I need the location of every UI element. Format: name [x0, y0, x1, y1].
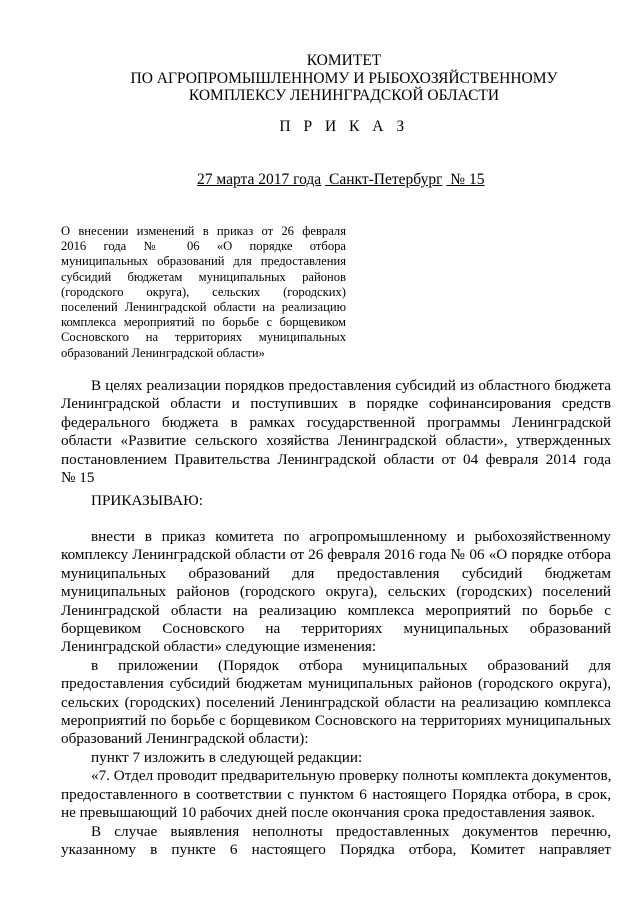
decree-line: внести в приказ комитета по агропромышленному и рыбохозяйственному — [91, 528, 611, 545]
decree-line: указанному в пункте 6 настоящего Порядка отбора, Комитет направляет — [61, 840, 611, 858]
subject-line: Сосновского на территориях муниципальных — [61, 330, 346, 345]
subject-line: образований Ленинградской области» — [61, 345, 265, 360]
subject-line: комплекса мероприятий по борьбе с борщевиком — [61, 315, 346, 330]
decree-line: муниципальных районов (городского округа), сельских (городских) поселений — [61, 583, 611, 601]
decree-line: «7. Отдел проводит предварительную проверку полноты комплекта документов, — [91, 767, 612, 785]
decree-line: мероприятий по борьбе с борщевиком Сосновского на территориях муниципальных — [61, 712, 611, 730]
subject-line: О внесении изменений в приказ от 26 февраля — [61, 224, 346, 238]
decree-line: в приложении (Порядок отбора муниципальных образований для — [91, 656, 611, 674]
order-title: П Р И К А З — [279, 118, 409, 135]
preamble-line: В целях реализации порядков предоставления субсидий из областного бюджета — [91, 377, 611, 394]
preamble-line: федерального бюджета в рамках государственной программы Ленинградской — [61, 413, 611, 431]
header-line-1: КОМИТЕТ — [306, 52, 382, 69]
preamble-line: № 15 — [61, 469, 95, 487]
preamble-line: постановлением Правительства Ленинградской области от 04 февраля 2014 года — [61, 450, 611, 468]
order-dateline — [197, 171, 488, 189]
decree-line: муниципальных образований для предоставления субсидий бюджетам — [61, 564, 611, 582]
prikazyvayu-heading: ПРИКАЗЫВАЮ: — [91, 492, 203, 509]
decree-line: предоставления субсидий бюджетам муниципальных районов (городского округа), — [61, 675, 611, 693]
decree-line: Ленинградской области» следующие изменения: — [61, 638, 377, 656]
preamble-line: Ленинградской области и поступивших в порядке софинансирования средств — [61, 395, 611, 413]
decree-line: предоставленного в соответствии с пунктом 6 настоящего Порядка отбора, в срок, — [61, 785, 611, 803]
decree-line: пункт 7 изложить в следующей редакции: — [91, 748, 363, 766]
header-line-3: КОМПЛЕКСУ ЛЕНИНГРАДСКОЙ ОБЛАСТИ — [188, 87, 500, 104]
header-line-2: ПО АГРОПРОМЫШЛЕННОМУ И РЫБОХОЗЯЙСТВЕННОМУ — [130, 69, 558, 87]
committee-header — [0, 52, 640, 105]
decree-line: сельских (городских) поселений Ленинградской области на реализацию комплекса — [61, 693, 611, 711]
decree-line: не превышающий 10 рабочих дней после окончания срока предоставления заявок. — [61, 804, 596, 822]
subject-line: субсидий бюджетам муниципальных районов — [61, 269, 346, 284]
subject-line: (городского округа), сельских (городских) — [61, 284, 346, 299]
subject-line: 2016 года № 06 «О порядке отбора — [61, 239, 346, 254]
decree-line: комплексу Ленинградской области от 26 февраля 2016 года № 06 «О порядке отбора — [61, 546, 611, 564]
decree-line: Ленинградской области на реализацию комплекса мероприятий по борьбе с — [61, 601, 611, 619]
preamble-paragraph — [61, 377, 611, 487]
decree-line: В случае выявления неполноты предоставленных документов перечню, — [91, 822, 611, 840]
subject-line: муниципальных образований для предоставления — [61, 254, 346, 269]
order-city: Санкт-Петербург — [329, 171, 443, 188]
decree-line: борщевиком Сосновского на территориях муниципальных образований — [61, 620, 611, 638]
order-subject — [61, 224, 346, 361]
preamble-line: области «Развитие сельского хозяйства Ленинградской области», утвержденных — [61, 432, 611, 450]
decree-line: образований Ленинградской области): — [61, 730, 309, 748]
order-number: № 15 — [450, 171, 485, 188]
order-date: 27 марта 2017 года — [197, 171, 322, 188]
subject-line: поселений Ленинградской области на реализацию — [61, 300, 346, 315]
decree-text — [61, 528, 611, 859]
